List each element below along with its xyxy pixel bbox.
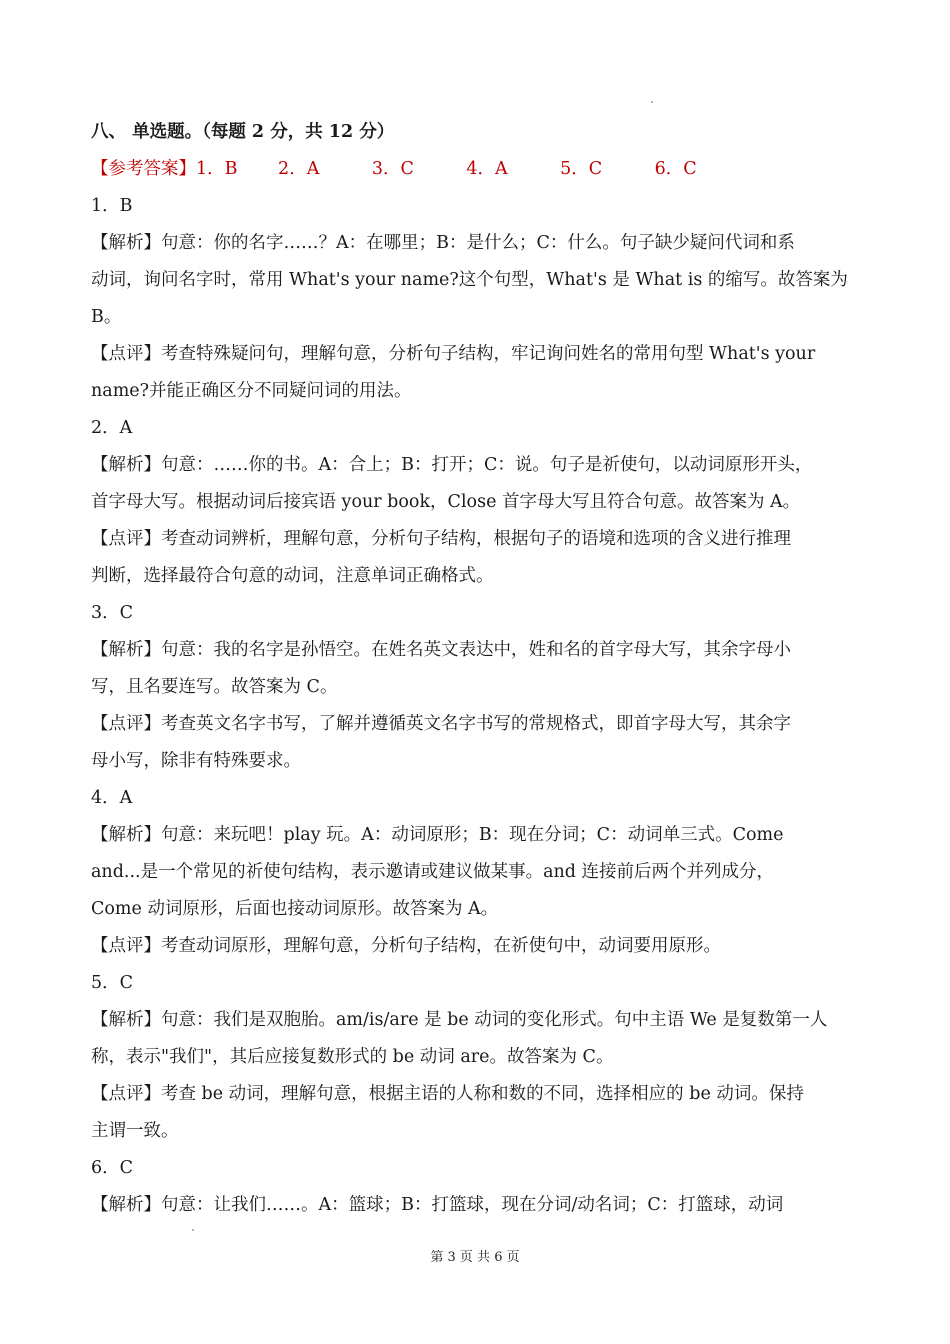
answer-section (91, 114, 866, 1224)
analysis-line: 【解析】句意：你的名字……？A：在哪里；B：是什么；C：什么。句子缺少疑问代词和系 (91, 233, 795, 253)
answer-line: 2．A (91, 418, 133, 438)
answer-line: 6．C (91, 1158, 134, 1178)
answer-key: 【参考答案】1．B 2．A 3．C 4．A 5．C 6．C (91, 159, 697, 179)
section-heading: 八、 单选题。（每题 2 分，共 12 分） (91, 122, 395, 142)
comment-line: 主谓一致。 (91, 1121, 179, 1141)
analysis-line: 【解析】句意：我的名字是孙悟空。在姓名英文表达中，姓和名的首字母大写，其余字母小 (91, 640, 791, 660)
answer-line: 1．B (91, 196, 133, 216)
analysis-line: Come 动词原形，后面也接动词原形。故答案为 A。 (91, 899, 499, 919)
analysis-line: 动词，询问名字时，常用 What's your name?这个句型，What's 是 What is 的缩写。故答案为 (91, 270, 848, 290)
analysis-line: 【解析】句意：让我们……。A：篮球；B：打篮球，现在分词/动名词；C：打篮球，动词 (91, 1195, 784, 1215)
analysis-line: 写，且名要连写。故答案为 C。 (91, 677, 338, 697)
answer-line: 3．C (91, 603, 134, 623)
comment-line: 【点评】考查动词辨析，理解句意，分析句子结构，根据句子的语境和选项的含义进行推理 (91, 529, 791, 549)
comment-line: 【点评】考查特殊疑问句，理解句意，分析句子结构，牢记询问姓名的常用句型 What's your (91, 344, 816, 364)
comment-line: 【点评】考查 be 动词，理解句意，根据主语的人称和数的不同，选择相应的 be 动词。保持 (91, 1084, 804, 1104)
analysis-line: 【解析】句意：来玩吧！play 玩。A：动词原形；B：现在分词；C：动词单三式。Come (91, 825, 784, 845)
scan-speck (192, 1229, 194, 1231)
analysis-line: B。 (91, 307, 122, 327)
comment-line: 【点评】考查动词原形，理解句意，分析句子结构，在祈使句中，动词要用原形。 (91, 936, 721, 956)
comment-line: name?并能正确区分不同疑问词的用法。 (91, 381, 412, 401)
answer-line: 5．C (91, 973, 134, 993)
analysis-line: 首字母大写。根据动词后接宾语 your book，Close 首字母大写且符合句意。故答案为 A。 (91, 492, 801, 512)
answer-line: 4．A (91, 788, 133, 808)
comment-line: 判断，选择最符合句意的动词，注意单词正确格式。 (91, 566, 494, 586)
comment-line: 母小写，除非有特殊要求。 (91, 751, 301, 771)
scan-speck (651, 101, 653, 103)
analysis-line: 称，表示"我们"，其后应接复数形式的 be 动词 are。故答案为 C。 (91, 1047, 614, 1067)
analysis-line: and...是一个常见的祈使句结构，表示邀请或建议做某事。and 连接前后两个并列成分， (91, 862, 775, 882)
analysis-line: 【解析】句意：我们是双胞胎。am/is/are 是 be 动词的变化形式。句中主语 We 是复数第一人 (91, 1010, 828, 1030)
page-footer: 第 3 页 共 6 页 (430, 1250, 520, 1265)
comment-line: 【点评】考查英文名字书写，了解并遵循英文名字书写的常规格式，即首字母大写，其余字 (91, 714, 791, 734)
analysis-line: 【解析】句意：……你的书。A：合上；B：打开；C：说。句子是祈使句，以动词原形开头， (91, 455, 813, 475)
